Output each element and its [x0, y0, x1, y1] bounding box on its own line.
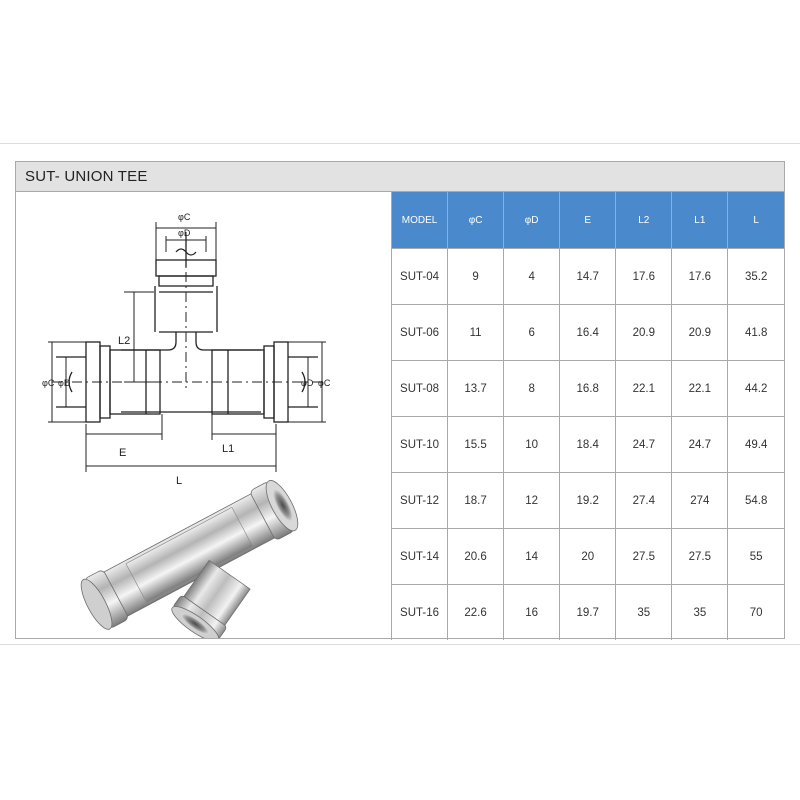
cell-L: 55 [728, 529, 784, 585]
cell-phiD: 14 [504, 529, 560, 585]
dim-phiC-right: φC [318, 378, 331, 388]
cell-L1: 22.1 [672, 361, 728, 417]
cell-L: 70 [728, 585, 784, 641]
header-L1: L1 [672, 192, 728, 249]
table-row [392, 249, 785, 305]
cell-model: SUT-14 [392, 529, 448, 585]
cell-phiD: 10 [504, 417, 560, 473]
header-phiD: φD [504, 192, 560, 249]
title-bar [16, 162, 784, 192]
dim-L1: L1 [222, 443, 235, 455]
header-phiC: φC [448, 192, 504, 249]
cell-phiD: 12 [504, 473, 560, 529]
product-title: SUT- UNION TEE [25, 168, 148, 185]
table-row [392, 585, 785, 641]
cell-L: 41.8 [728, 305, 784, 361]
cell-phiC: 22.6 [448, 585, 504, 641]
cell-phiC: 18.7 [448, 473, 504, 529]
dim-phiD-left: φD [58, 378, 71, 388]
cell-model: SUT-10 [392, 417, 448, 473]
dim-L2: L2 [118, 335, 131, 347]
dim-E: E [119, 447, 127, 459]
dim-phiC-left: φC [42, 378, 55, 388]
cell-E: 14.7 [560, 249, 616, 305]
dim-phiD-right: φD [301, 378, 314, 388]
cell-E: 20 [560, 529, 616, 585]
cell-L2: 24.7 [616, 417, 672, 473]
cell-L2: 35 [616, 585, 672, 641]
table-row [392, 473, 785, 529]
header-E: E [560, 192, 616, 249]
cell-E: 16.4 [560, 305, 616, 361]
cell-phiC: 9 [448, 249, 504, 305]
product-photo [75, 476, 303, 638]
center-lines [52, 232, 322, 392]
top-divider [0, 143, 800, 144]
cell-L2: 27.5 [616, 529, 672, 585]
cell-phiC: 15.5 [448, 417, 504, 473]
table-header-row [392, 192, 785, 249]
cell-E: 16.8 [560, 361, 616, 417]
header-model: MODEL [392, 192, 448, 249]
dim-phiC-top: φC [178, 212, 191, 222]
cell-model: SUT-04 [392, 249, 448, 305]
cell-E: 19.2 [560, 473, 616, 529]
cell-model: SUT-08 [392, 361, 448, 417]
cell-phiD: 6 [504, 305, 560, 361]
cell-phiD: 16 [504, 585, 560, 641]
cell-L1: 27.5 [672, 529, 728, 585]
cell-L1: 17.6 [672, 249, 728, 305]
dim-L: L [176, 475, 183, 487]
cell-phiD: 8 [504, 361, 560, 417]
technical-drawing [16, 192, 390, 638]
cell-L2: 17.6 [616, 249, 672, 305]
cell-L: 54.8 [728, 473, 784, 529]
cell-phiC: 11 [448, 305, 504, 361]
table-row [392, 305, 785, 361]
dim-phiD-top: φD [178, 228, 191, 238]
cell-L1: 35 [672, 585, 728, 641]
product-spec-panel [15, 161, 785, 639]
cell-L: 49.4 [728, 417, 784, 473]
table-row [392, 417, 785, 473]
spec-table [391, 192, 784, 640]
cell-E: 19.7 [560, 585, 616, 641]
cell-phiC: 13.7 [448, 361, 504, 417]
cell-model: SUT-06 [392, 305, 448, 361]
header-L: L [728, 192, 784, 249]
cell-model: SUT-12 [392, 473, 448, 529]
cell-E: 18.4 [560, 417, 616, 473]
bottom-divider [0, 644, 800, 645]
table-row [392, 529, 785, 585]
cell-L1: 274 [672, 473, 728, 529]
table-row [392, 361, 785, 417]
cell-L: 44.2 [728, 361, 784, 417]
cell-L2: 27.4 [616, 473, 672, 529]
cell-L: 35.2 [728, 249, 784, 305]
cell-L1: 20.9 [672, 305, 728, 361]
cell-L2: 22.1 [616, 361, 672, 417]
cell-model: SUT-16 [392, 585, 448, 641]
header-L2: L2 [616, 192, 672, 249]
cell-phiD: 4 [504, 249, 560, 305]
tee-outline [56, 236, 318, 422]
cell-L1: 24.7 [672, 417, 728, 473]
drawing-area [16, 192, 390, 638]
cell-phiC: 20.6 [448, 529, 504, 585]
cell-L2: 20.9 [616, 305, 672, 361]
